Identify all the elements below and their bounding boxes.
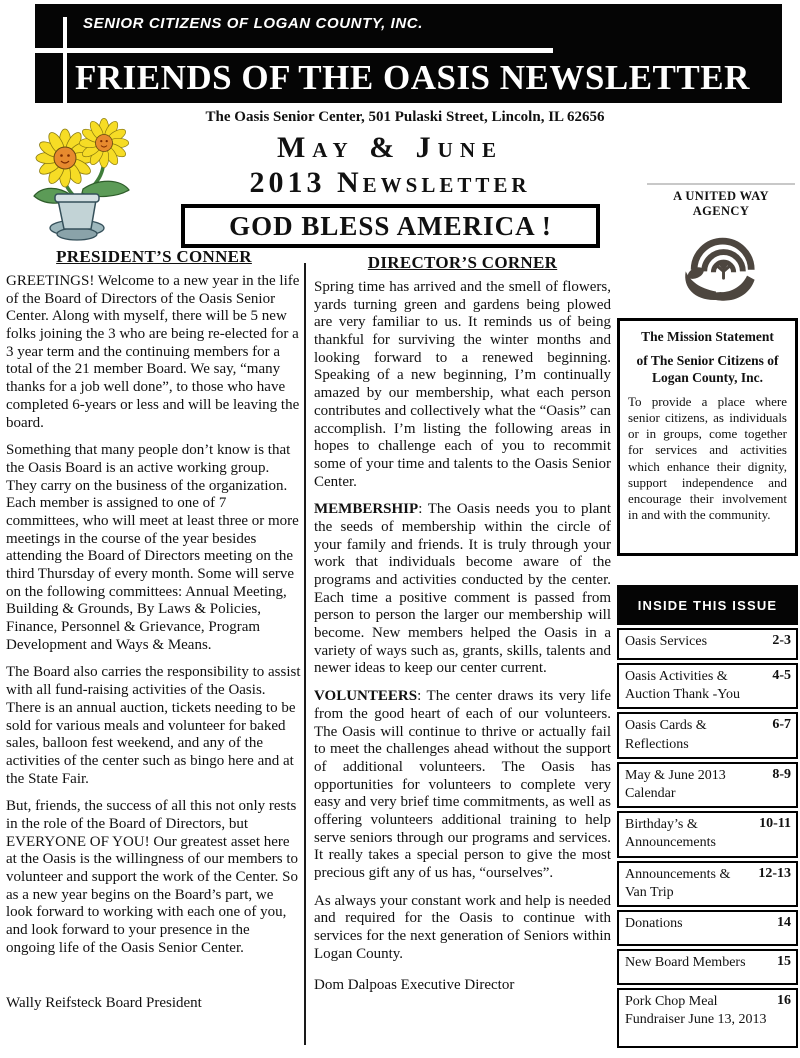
banner-horizontal-rule [35,48,553,53]
directors-paragraph-1-text: Spring time has arrived and the smell of flowers, yards turning green and gardens being plowed are very familiar to us. It reminds us of being thankful for surviving the winter months and looking forward to a renewed beginning. Speaking of a new beginning, I’m continually amazed by our membership, what each person contributes and collectively what the “Oasis” can accomplish. I’m listing the following areas in hopes to challenge each of you to recommit some of your time and talents to the Oasis Senior Center. [314,279,611,490]
presidents-paragraph-4: But, friends, the success of all this not only rests in the role of the Board of Directors, but EVERYONE OF YOU! Our greatest asset here at the Oasis is the willingness of our members to volunteer and support the work of the Center. So as a new year begins on the Board’s part, we look forward to working with each one of you, and look forward to your presence in the ongoing life of the Oasis Senior Center. [6,798,299,956]
toc-row-donations [617,910,798,946]
volunteers-text: : The center draws its very life from the good heart of each of our volunteers. The Oasis will continue to thrive or actually fail to meet the challenges ahead without the support of additional volunteers. The Oasis has opportunities for volunteers to complete very easy and very brief time commitments, as well as offering volunteers additional training to help serve seniors through our programs and services. It really takes a special person to give the most precious gift any of us has, “ourselves”. [314,688,611,881]
directors-paragraph-volunteers [314,688,611,883]
membership-lead: MEMBERSHIP [314,501,419,518]
mission-heading-line1: The Mission Statement [641,329,774,344]
toc-title: Pork Chop Meal Fundraiser June 13, 2013 [625,993,767,1028]
toc-title: Oasis Cards & Reflections [625,718,707,752]
toc-pages: 15 [777,953,791,969]
directors-corner-heading: DIRECTOR’S CORNER [367,253,558,272]
toc-title: May & June 2013 Calendar [625,767,726,801]
blessing-text: GOD BLESS AMERICA ! [229,210,552,241]
toc-pages: 2-3 [772,633,791,648]
toc-row-announcements-van-trip [617,861,798,907]
mission-statement-box [617,318,798,556]
newsletter-title: FRIENDS OF THE OASIS NEWSLETTER [75,58,750,97]
toc-row-pork-chop-fundraiser [617,988,798,1048]
directors-corner-column [314,253,611,994]
membership-text: : The Oasis needs you to plant the seeds of membership within the circle of your family and friends. It is truly through your work that individuals become aware of the programs and activities conducted by the center. Each time a positive comment is passed from person to person the larger our membership will become. New members helped the Oasis in a variety of ways such as, grants, skills, talents and newer ideas to keep our center current. [314,501,611,677]
united-way-line1: A UNITED WAY [673,189,769,203]
issue-months: May & June [276,131,504,164]
presidents-corner-column [6,247,302,1012]
presidents-paragraph-3: The Board also carries the responsibility to assist with all fund-raising activities of the Oasis. There is an annual auction, tickets needing to be sold for various meals and volunteer for baked sales, balloon fest weekend, and any of the activities of the center such as bingo here and at the State Fair. [6,664,301,787]
presidents-corner-heading: PRESIDENT’S CONNER [56,247,252,266]
toc-row-new-board-members [617,949,798,985]
column-divider [304,263,306,1045]
toc-pages: 14 [777,914,791,930]
toc-title: Oasis Services [625,634,708,649]
toc-pages: 8-9 [772,766,791,782]
inside-this-issue-header: INSIDE THIS ISSUE [617,585,798,625]
directors-paragraph-1 [314,279,611,491]
center-address: The Oasis Senior Center, 501 Pulaski Street, Lincoln, IL 62656 [205,109,605,125]
issue-year-newsletter: 2013 Newsletter [249,166,531,199]
volunteers-lead: VOLUNTEERS [314,688,418,705]
sunflower-pot-image [25,116,155,256]
united-way-line2: AGENCY [692,204,750,218]
toc-pages: 10-11 [759,816,791,832]
mission-body: To provide a place where senior citizens, as individuals or in groups, come together for services and activities which enhance their dignity, support independence and encourage their involvement in and with the community. [628,393,787,523]
mission-heading-line2: of The Senior Citizens of Logan County, Inc. [636,352,779,385]
toc-title: Oasis Activities & Auction Thank -You [625,669,740,703]
directors-paragraph-membership [314,501,611,678]
banner-vertical-rule [63,17,67,103]
toc-row-calendar [617,762,798,808]
toc-row-activities-auction [617,663,798,709]
toc-pages: 6-7 [772,717,791,733]
toc-title: Birthday’s & Announcements [625,817,716,851]
united-way-logo-icon [679,221,763,305]
toc-row-cards-reflections [617,712,798,758]
inside-this-issue-table [617,585,798,1048]
toc-title: Announcements & Van Trip [625,866,731,900]
toc-pages: 12-13 [758,865,791,881]
toc-pages: 16 [777,992,791,1008]
directors-paragraph-closing [314,893,611,964]
toc-title: Donations [625,915,683,931]
masthead-banner [35,4,782,103]
united-way-block [645,183,797,310]
blessing-box [181,204,600,248]
toc-row-oasis-services [617,628,798,660]
toc-pages: 4-5 [772,668,791,683]
presidents-paragraph-2: Something that many people don’t know is that the Oasis Board is an active working group. They carry on the business of the organization. Each member is assigned to one of 7 committees, who will meet at least three or more meetings in the course of the year besides attending the Board of Directors meeting on the third Thursday of every month. Some will serve on the following committees: Annual Meeting, Building & Grounds, By Laws & Policies, Finance, Personnel & Grievance, Program Development and Ways & Means. [6,442,299,653]
presidents-paragraph-1: GREETINGS! Welcome to a new year in the life of the Board of Directors of the Oasis Senior Center. Along with myself, there will be 5 new folks joining the 3 who are being re-elected for a 3 year term and the continuing members for a total of the 21 member Board. We say, “many thanks for a job well done”, to those who have completed 6-years or less and will be leaving the board. [6,273,300,431]
united-way-rule [647,183,795,185]
directors-closing-text: As always your constant work and help is needed and required for the Oasis to continue with services for the next generation of Seniors within Logan County. [314,892,611,962]
toc-row-birthdays-announcements [617,811,798,857]
director-signature: Dom Dalpoas Executive Director [314,977,515,994]
president-signature: Wally Reifsteck Board President [6,995,202,1012]
organization-name: SENIOR CITIZENS OF LOGAN COUNTY, INC. [83,15,423,32]
sunflower-left [36,129,94,187]
toc-title: New Board Members [625,954,746,970]
